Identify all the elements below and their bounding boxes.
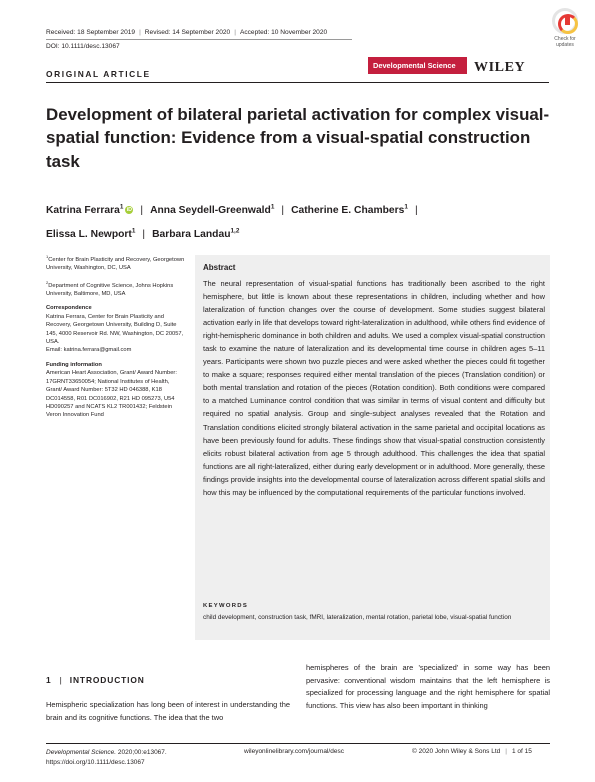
revised-date: Revised: 14 September 2020 [144,29,231,36]
keywords-text: child development, construction task, fMRI, lateralization, mental rotation, parietal lobe, visual-spatial function [203,614,512,621]
article-doi: DOI: 10.1111/desc.13067 [46,43,120,50]
separator: | [140,205,144,217]
divider [46,743,550,744]
body-text-left: Hemispheric specialization has long been of interest in understanding the brain and its cognitive functions. The idea that the two [46,700,290,722]
accepted-date: Accepted: 10 November 2020 [239,29,328,36]
correspondence-email[interactable]: Email: katrina.ferrara@gmail.com [46,347,132,354]
affiliation: $^2$Department of Cognitive Science, Johns Hopkins University, Baltimore, MD, USA [46,279,174,298]
separator: | [414,205,418,217]
separator: | [142,228,146,240]
footer-copyright: © 2020 John Wiley & Sons Ltd [412,748,501,755]
separator: | [505,748,507,755]
separator: | [234,29,236,36]
keywords-heading: KEYWORDS [203,603,249,609]
author[interactable]: Katrina Ferrara$^1$ [46,204,124,217]
abstract-heading: Abstract [203,263,236,272]
separator: | [59,675,62,685]
article-title: Development of bilateral parietal activation for complex visual-spatial function: Evidence from a visual-spatial construction task [46,105,550,171]
footer-doi-link[interactable]: https://doi.org/10.1111/desc.13067 [46,759,145,766]
section-number: 1 [46,675,52,685]
author[interactable]: Catherine E. Chambers$^1$ [291,204,408,217]
journal-badge: Developmental Science [368,57,467,74]
author[interactable]: Anna Seydell-Greenwald$^1$ [150,204,275,217]
received-date: Received: 18 September 2019 [46,29,136,36]
article-sidebar [46,253,186,426]
body-text-right: hemispheres of the brain are 'specialized' in some way has been pervasive: conventional wisdom maintains that the left hemisphere is specialized for processing language and the right hemisphere for spatial functions. This view has also been important in thinking [306,663,550,710]
divider [46,39,352,40]
abstract-text: The neural representation of visual-spatial functions has traditionally been ascribed to the right hemisphere, but little is known about these representations in children, including whether and how lateralization of function changes over the course of development. Some studies suggest bilateral activation early in life that develops toward right-lateralization in adulthood, while others find evidence of right-hemispheric dominance in both children and adults. We used a complex visual-spatial construction task to examine the nature of lateralization and its developmental time course in children ages 5–11 years. Participants were shown two puzzle pieces and were asked whether the pieces could fit together to make a square; responses required either mental translation of the pieces (Translation condition) or both mental translation and rotation of the pieces (Rotation condition). Both conditions were compared to a matched Luminance control condition that was similar in terms of visual content and difficulty but required no spatial analysis. Group and single-subject analyses revealed that the Rotation and Translation conditions elicited strongly bilateral activation in the same parietal and occipital locations as have been previously found for adults. These findings show that visual-spatial construction consistently elicits robust bilateral activation from age 5 through adulthood. This challenges the idea that spatial functions are all right-lateralized, either during early development or in adulthood. More generally, these findings provide insights into the developmental course of lateralization across different spatial skills and how this may be influenced by the computational requirements of the particular functions involved. [203,279,545,497]
author[interactable]: Barbara Landau$^{1,2}$ [152,227,240,240]
separator: | [281,205,285,217]
correspondence-text: Katrina Ferrara, Center for Brain Plasticity and Recovery, Georgetown University, Building D, Suite 145, 4000 Reservoir Rd. NW, Washington, DC 20057, USA. [46,313,184,346]
crossmark-icon [552,8,578,34]
affiliation: $^1$Center for Brain Plasticity and Recovery, Georgetown University, Washington, DC, USA [46,254,185,272]
author-list [46,198,550,245]
page-number: 1 of 15 [511,748,532,755]
footer-journal: Developmental Science. [46,749,117,756]
article-type: ORIGINAL ARTICLE [46,69,151,79]
funding-text: American Heart Association, Grant/ Award Number: 17GRNT33650054; National Institutes of Health, Grant/ Award Number: 5T32 HD 046388, K18 DC014558, R01 DC016902, R21 HD 095273, U54 HD090257 and NCATS KL2 TR001432; Feldstein Veron Innovation Fund [46,370,177,419]
footer-site-link[interactable]: wileyonlinelibrary.com/journal/desc [244,748,344,755]
orcid-icon[interactable]: iD [126,207,133,214]
publisher-logo: WILEY [474,60,526,75]
correspondence [46,304,186,354]
section-title: INTRODUCTION [69,675,145,685]
separator: | [139,29,141,36]
footer-citation [46,748,167,768]
divider [46,82,549,83]
check-for-updates-badge[interactable] [545,8,585,56]
funding-heading: Funding information [46,361,102,368]
section-heading [46,675,145,685]
author[interactable]: Elissa L. Newport$^1$ [46,227,136,240]
correspondence-heading: Correspondence [46,305,92,312]
footer-right [412,748,532,755]
funding-information [46,361,186,420]
footer-volume: 2020;00:e13067. [117,749,167,756]
crossmark-label: Check for updates [554,36,576,48]
article-dates [46,29,327,36]
